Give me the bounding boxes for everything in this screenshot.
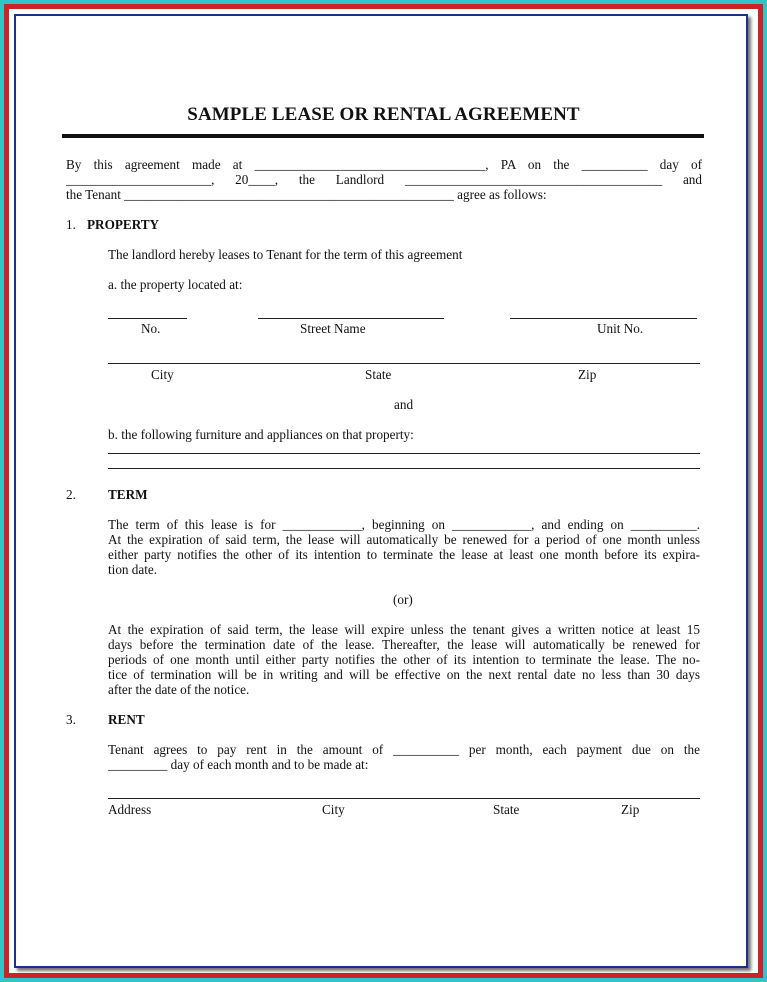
- section-2-number: 2.: [66, 487, 76, 502]
- term-para2-line-2: days before the termination date of the lease. Thereafter, the lease will automatically be renewed for: [108, 637, 700, 652]
- label-address: Address: [108, 802, 152, 817]
- no-line: [108, 318, 187, 319]
- label-street-name: Street Name: [300, 321, 366, 336]
- rent-address-line: [108, 798, 700, 799]
- label-rent-zip: Zip: [621, 802, 640, 817]
- section-3-number: 3.: [66, 712, 76, 727]
- section-3-heading: RENT: [108, 712, 145, 727]
- term-para1-line-1: The term of this lease is for ____________, beginning on ____________, and ending on __________.: [108, 517, 700, 532]
- rent-para-line-1: Tenant agrees to pay rent in the amount of __________ per month, each payment due on the: [108, 742, 700, 757]
- label-rent-city: City: [322, 802, 345, 817]
- city-state-zip-line: [108, 363, 700, 364]
- label-zip: Zip: [578, 367, 597, 382]
- property-item-a: a. the property located at:: [108, 277, 243, 292]
- label-state: State: [365, 367, 392, 382]
- term-para1-line-2: At the expiration of said term, the lease will automatically be renewed for a period of one month unless: [108, 532, 700, 547]
- intro-line-1: By this agreement made at ___________________________________, PA on the __________ day of: [66, 157, 702, 172]
- intro-line-2: ______________________, 20____, the Landlord _______________________________________ and: [66, 172, 702, 187]
- rent-para-line-2: _________ day of each month and to be made at:: [108, 757, 369, 772]
- section-1-number: 1.: [66, 217, 76, 232]
- furniture-line-2: [108, 468, 700, 469]
- title-rule: [62, 134, 704, 138]
- property-item-b: b. the following furniture and appliances on that property:: [108, 427, 414, 442]
- term-para2-line-4: tice of termination will be in writing and will be effective on the next rental date no less than 30 days: [108, 667, 700, 682]
- term-or: (or): [393, 592, 413, 607]
- street-name-line: [258, 318, 444, 319]
- label-no: No.: [141, 321, 161, 336]
- term-para2-line-5: after the date of the notice.: [108, 682, 250, 697]
- term-para1-line-3: either party notifies the other of its intention to terminate the lease at least one month before its expira-: [108, 547, 700, 562]
- furniture-line-1: [108, 453, 700, 454]
- term-para2-line-3: periods of one month until either party notifies the other of its intention to terminate the lease. The no-: [108, 652, 700, 667]
- intro-line-3: the Tenant __________________________________________________ agree as follows:: [66, 187, 547, 202]
- term-para2-line-1: At the expiration of said term, the lease will expire unless the tenant gives a written notice at least 15: [108, 622, 700, 637]
- label-rent-state: State: [493, 802, 520, 817]
- section-1-heading: PROPERTY: [87, 217, 160, 232]
- label-city: City: [151, 367, 174, 382]
- section-2-heading: TERM: [108, 487, 148, 502]
- term-para1-line-4: tion date.: [108, 562, 158, 577]
- unit-no-line: [510, 318, 697, 319]
- document-title: SAMPLE LEASE OR RENTAL AGREEMENT: [187, 104, 580, 125]
- label-unit-no: Unit No.: [597, 321, 644, 336]
- property-and: and: [394, 397, 414, 412]
- property-intro: The landlord hereby leases to Tenant for the term of this agreement: [108, 247, 463, 262]
